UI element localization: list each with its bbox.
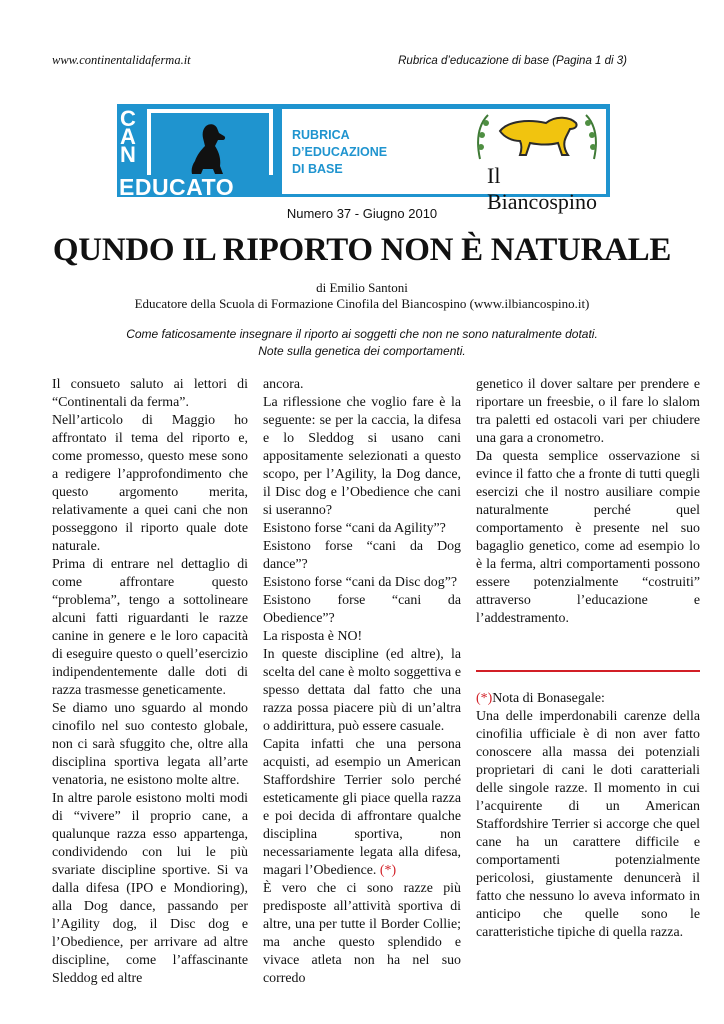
note-mark: (*) [476,691,493,706]
rubric-page-label: Rubrica d’educazione di base (Pagina 1 di 3) [398,55,627,67]
paragraph: È vero che ci sono razze più predisposte all’attività sportiva di altre, una per tutte il Border Collie; ma anche questo splendido e vivace atleta non ha nel suo corredo [263,881,461,986]
paragraph: La risposta è NO! [263,629,363,644]
paragraph: Esistono forse “cani da Agility”? [263,521,446,536]
logo-letter-c: C [120,106,136,131]
paragraph: In queste discipline (ed altre), la scelta del cane è molto soggettiva e spesso dettata dal fatto che una razza possa piacere più di un’altra o addirittura, può essere casuale. [263,647,461,734]
logo-educato-text: EDUCATO [119,174,235,200]
paragraph: La riflessione che voglio fare è la seguente: se per la caccia, la difesa e lo Sleddog si usano cani appositamente selezionati a questo scopo, per l’Agility, la Dog dance, il Disc dog e l’Obedience che cani si useranno? [263,395,461,518]
paragraph: ancora. [263,377,304,392]
biancospino-logo-icon [472,111,602,163]
paragraph: Capita infatti che una persona acquisti, ad esempio un American Staffordshire Terrier solo perché esteticamente gli piace quella razza e poi decida di affrontare qualche disciplina sportiva, non necessariamente legata alla difesa, magari l’Obedience. (*) [263,737,461,878]
paragraph: Prima di entrare nel dettaglio di come affrontare questo “problema”, tengo a sottolineare alcuni fatti riguardanti le razze canine in genere e le loro capacità di eseguire questo o quell’esercizio indipendentemente dalle doti di razza trasmesse geneticamente. [52,557,248,698]
cane-educato-logo [117,104,277,200]
author-block [0,280,724,312]
note-text: Una delle imperdonabili carenze della cinofilia ufficiale è di non aver fatto conoscere alla massa dei potenziali proprietari di cani le doti caratteriali delle singole razze. Il momento in cui l’acquirente di un American Staffordshire Terrier si accorge che quel cane ha un carattere difficile e comportamenti potenzialmente pericolosi, giustamente denuncerà il fatto che nessuno lo aveva informato in anticipo che quelle sono le caratteristiche tipiche di quella razza. [476,709,700,940]
dog-silhouette-icon [172,122,242,176]
logo-letter-n: N [120,142,136,167]
publisher-name: Il Biancospino [487,163,597,214]
author-byline: di Emilio Santoni [316,280,408,295]
paragraph: Il consueto saluto ai lettori di “Continentali da ferma”. [52,377,248,410]
paragraph: In altre parole esistono molti modi di “vivere” il proprio cane, a qualunque razza esso appartenga, condividendo con lui le più svariate discipline sportive. Si va dalla difesa (IPO e Mondioring), alla Dog dance, passando per l’Agility dog, il Disc dog e l’Obedience, per arrivare ad altre discipline, come l’affascinante Sleddog ed altre [52,791,248,986]
paragraph: Esistono forse “cani da Disc dog”? [263,575,458,590]
issue-number: Numero 37 - Giugno 2010 [286,206,438,221]
article-title: QUNDO IL RIPORTO NON È NATURALE [52,232,672,268]
paragraph: Esistono forse “cani da Obedience”? [263,593,461,626]
bonasegale-note [476,690,700,942]
paragraph: Esistono forse “cani da Dog dance”? [263,539,461,572]
text-column-2 [263,376,461,988]
website-url[interactable]: www.continentalidaferma.it [52,53,191,67]
author-role: Educatore della Scuola di Formazione Cinofila del Biancospino (www.ilbiancospino.it) [134,296,590,311]
paragraph: Nell’articolo di Maggio ho affrontato il tema del riporto e, come promesso, questo mese sono a redigere l’approfondimento che questo argomento merita, relativamente a quei cani che non posseggono il riporto quale dote naturale. [52,413,248,554]
paragraph: Da questa semplice osservazione si evince il fatto che a fronte di tutti quegli esercizi che il nostro ausiliare compie naturalmente perché quel comportamento è presente nel suo bagaglio genetico, come ad esempio lo è la ferma, altri comportamenti possono essere potenzialmente “costruiti” attraverso l’educazione e l’addestramento. [476,449,700,626]
logo-letter-a: A [120,124,136,149]
note-divider [476,670,700,672]
rubrica-title: RUBRICA D’EDUCAZIONE DI BASE [292,128,388,176]
text-column-1 [52,376,248,988]
article-intro: Come faticosamente insegnare il riporto ai soggetti che non ne sono naturalmente dotati. Note sulla genetica dei comportamenti. [126,327,598,358]
text-column-3 [476,376,700,628]
note-heading: (*)Nota di Bonasegale: [476,691,605,706]
paragraph: Se diamo uno sguardo al mondo cinofilo nel suo contesto globale, non ci sarà sfuggito che, oltre alla disciplina sportiva legata all’arte venatoria, ne esistono molte altre. [52,701,248,788]
paragraph: genetico il dover saltare per prendere e riportare un freesbie, o il fare lo slalom tra paletti ed ostacoli vari per chiudere una gara a cronometro. [476,377,700,446]
footnote-mark[interactable]: (*) [379,863,397,878]
